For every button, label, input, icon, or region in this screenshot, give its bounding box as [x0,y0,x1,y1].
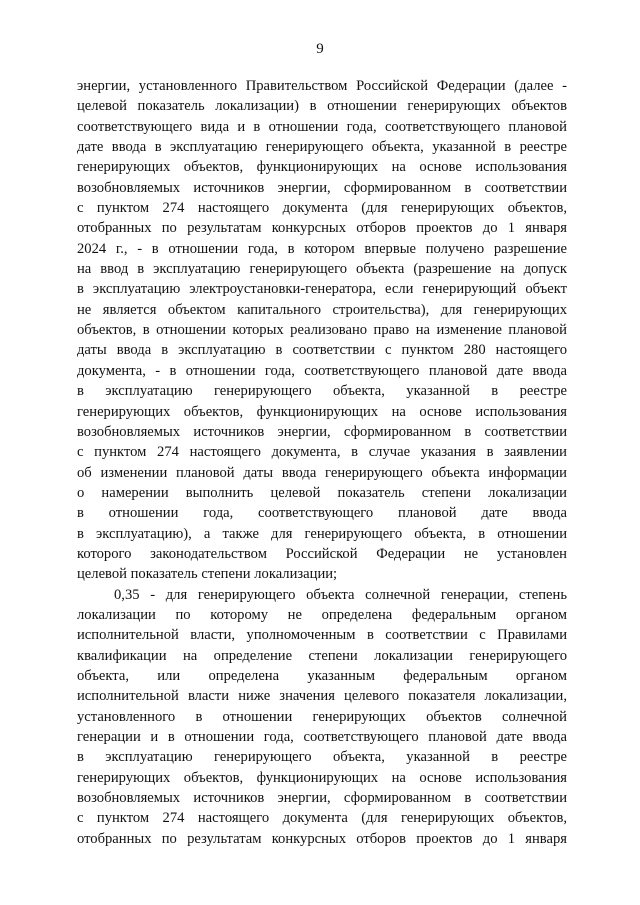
text-line: объекта, или определена указанным федеральным органом [77,667,567,684]
text-line: которого законодательством Российской Федерации не установлен [77,545,567,562]
text-line: энергии, установленного Правительством Российской Федерации (далее - [77,78,567,94]
text-line: 2024 г., - в отношении года, в котором впервые получено разрешение [77,240,567,257]
text-line: не является объектом капитального строительства), для генерирующих [77,301,567,318]
text-line: с пунктом 274 настоящего документа (для генерирующих объектов, [77,200,567,217]
text-line: квалификации на определение степени локализации генерирующего [77,647,567,664]
paragraph-1 [77,76,567,585]
text-line: возобновляемых источников энергии, сформированном в соответствии [77,423,567,440]
text-line: целевой показатель степени локализации; [77,566,338,583]
text-line: на ввод в эксплуатацию генерирующего объекта (разрешение на допуск [77,261,567,278]
text-line: объектов, в отношении которых реализовано право на изменение плановой [77,322,567,339]
text-line: исполнительной власти ниже значения целевого показателя локализации, [77,688,567,705]
text-line: исполнительной власти, уполномоченным в соответствии с Правилами [77,627,567,644]
text-line: генерации и в отношении года, соответствующего плановой дате ввода [77,729,567,745]
page-number: 9 [316,41,324,57]
text-line: документа, - в отношении года, соответствующего плановой дате ввода [77,362,567,379]
text-line: в эксплуатацию), а также для генерирующего объекта, в отношении [77,525,567,542]
text-line: отобранных по результатам конкурсных отборов проектов до 1 января [77,830,567,847]
text-line: даты ввода в эксплуатацию в соответствии с пунктом 280 настоящего [77,342,567,359]
text-line: дате ввода в эксплуатацию генерирующего объекта, указанной в реестре [77,139,567,156]
paragraph-2 [77,585,567,849]
text-line: в эксплуатацию генерирующего объекта, указанной в реестре [77,383,567,400]
text-line: генерирующих объектов, функционирующих на основе использования [77,769,567,786]
text-line: генерирующих объектов, функционирующих на основе использования [77,159,567,176]
text-line: установленного в отношении генерирующих объектов солнечной [77,708,567,725]
text-line: генерирующих объектов, функционирующих на основе использования [77,403,567,420]
text-line: отобранных по результатам конкурсных отборов проектов до 1 января [77,220,567,237]
text-line: возобновляемых источников энергии, сформированном в соответствии [77,790,567,807]
text-line: о намерении выполнить целевой показатель степени локализации [77,484,567,501]
text-line: соответствующего вида и в отношении года, соответствующего плановой [77,118,567,135]
text-line: возобновляемых источников энергии, сформированном в соответствии [77,179,567,196]
text-line: об изменении плановой даты ввода генерирующего объекта информации [77,464,567,481]
text-line: 0,35 - для генерирующего объекта солнечной генерации, степень [114,586,567,603]
document-body [77,76,567,849]
text-line: в эксплуатацию электроустановки-генератора, если генерирующий объект [77,281,567,298]
text-line: с пунктом 274 настоящего документа (для генерирующих объектов, [77,810,567,827]
text-line: локализации по которому не определена федеральным органом [77,606,567,623]
text-line: с пунктом 274 настоящего документа, в случае указания в заявлении [77,444,567,461]
text-line: целевой показатель локализации) в отношении генерирующих объектов [77,98,567,115]
text-line: в эксплуатацию генерирующего объекта, указанной в реестре [77,749,567,766]
text-line: в отношении года, соответствующего плановой дате ввода [77,505,567,522]
